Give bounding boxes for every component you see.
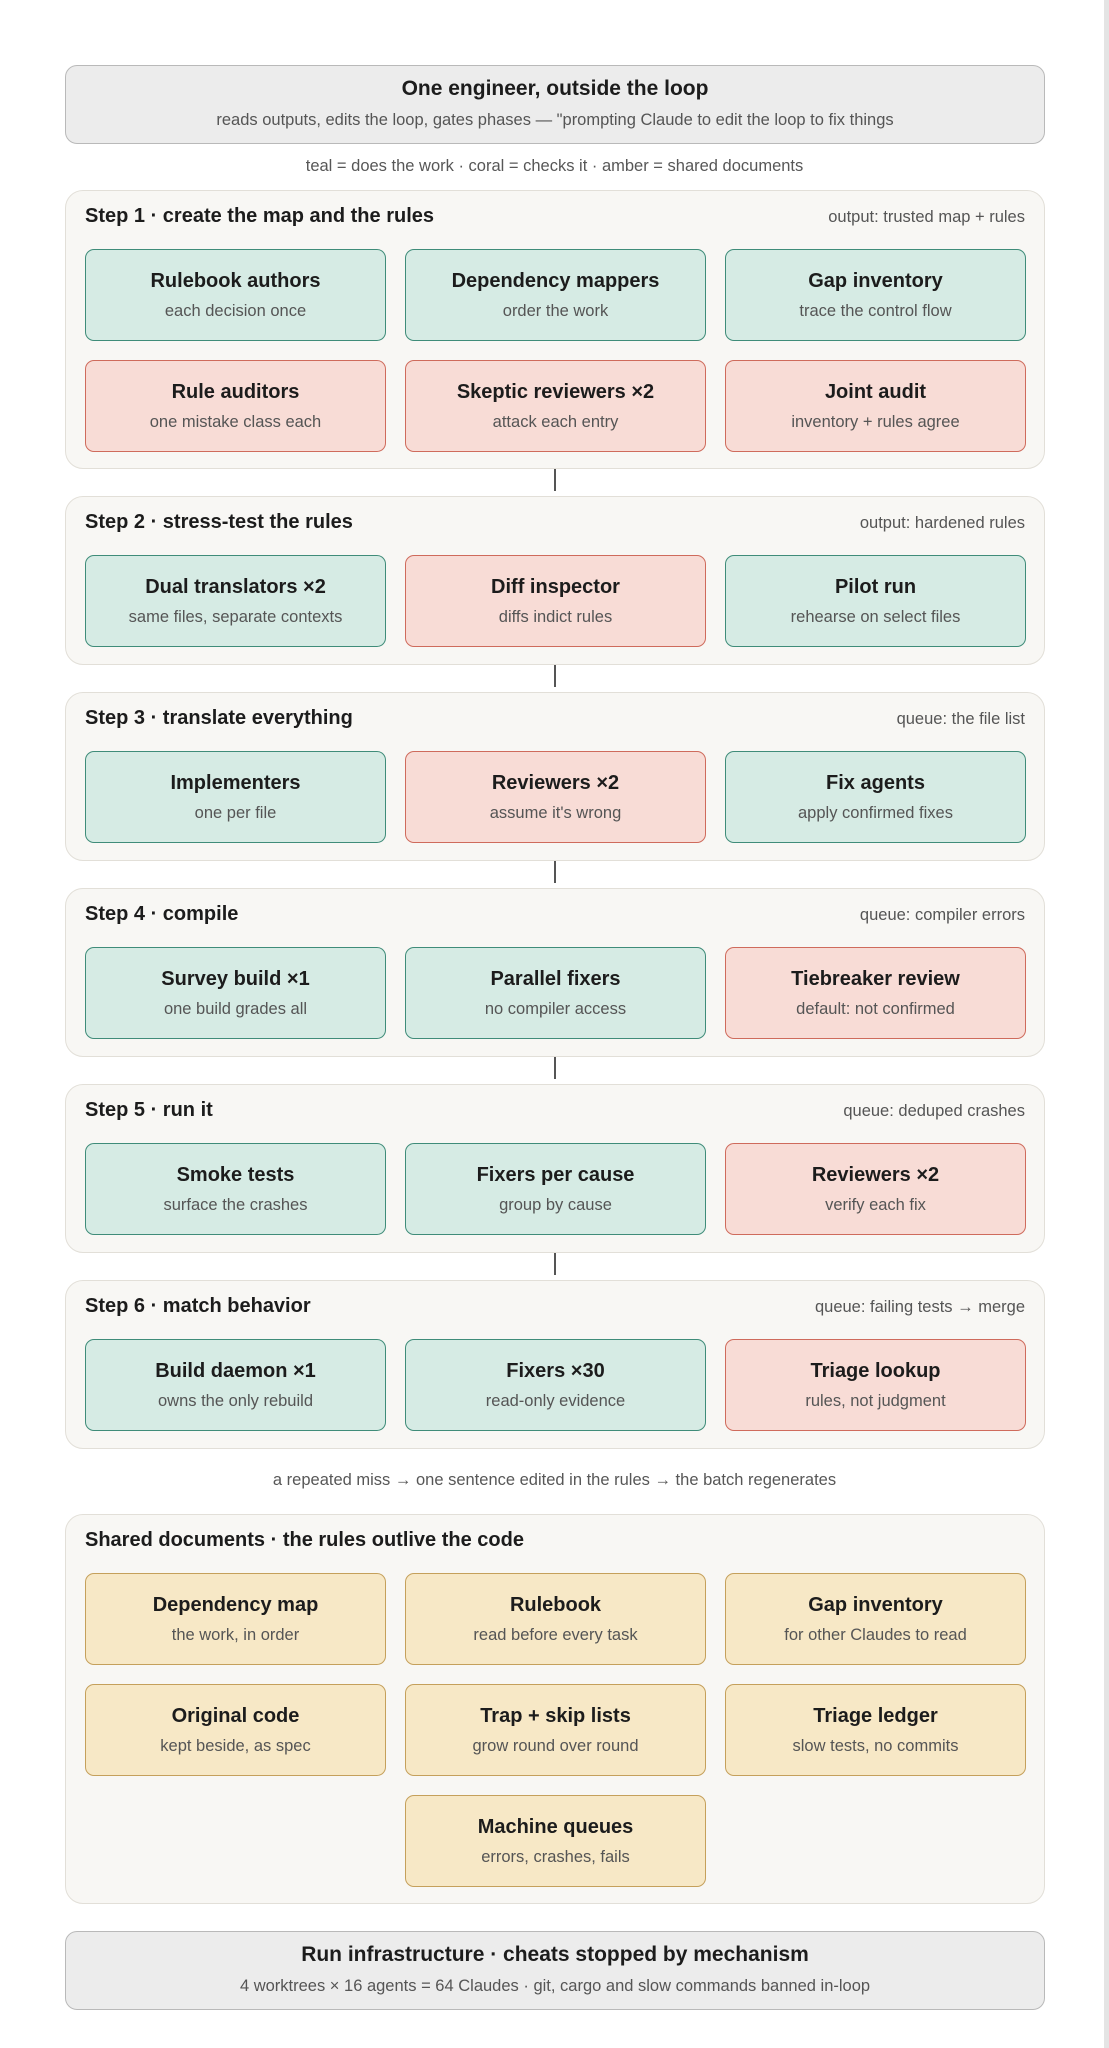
card-machine-queues — [405, 1795, 706, 1887]
card-fixers-per-cause — [405, 1143, 706, 1235]
step-6-panel — [65, 1280, 1045, 1449]
card-title: Gap inventory — [808, 269, 943, 292]
step-connector — [554, 1057, 556, 1079]
card-title: Rule auditors — [171, 380, 300, 403]
card-subtitle: each decision once — [164, 301, 307, 320]
card-subtitle: read before every task — [473, 1625, 638, 1644]
card-subtitle: errors, crashes, fails — [481, 1847, 630, 1866]
engineer-box — [65, 65, 1045, 144]
card-subtitle: one build grades all — [163, 999, 308, 1018]
step-4-title: Step 4 · compile — [85, 903, 239, 925]
card-title: Pilot run — [834, 575, 917, 598]
card-subtitle: one per file — [194, 803, 277, 822]
card-title: Build daemon ×1 — [155, 1359, 316, 1382]
card-reviewers-verify — [725, 1143, 1026, 1235]
card-triage-lookup — [725, 1339, 1026, 1431]
card-dependency-map — [85, 1573, 386, 1665]
step-4-queue: queue: compiler errors — [859, 906, 1025, 924]
card-survey-build — [85, 947, 386, 1039]
loop-feedback-note: a repeated miss → one sentence edited in the rules → the batch regenerates — [272, 1471, 837, 1489]
step-3-title: Step 3 · translate everything — [85, 707, 353, 729]
card-subtitle: verify each fix — [825, 1195, 926, 1214]
card-rulebook — [405, 1573, 706, 1665]
card-pilot-run — [725, 555, 1026, 647]
step-2-output: output: hardened rules — [859, 514, 1025, 532]
step-6-queue: queue: failing tests → merge — [814, 1298, 1025, 1316]
card-title: Dual translators ×2 — [145, 575, 326, 598]
card-title: Skeptic reviewers ×2 — [456, 380, 655, 403]
card-title: Rulebook authors — [150, 269, 321, 292]
card-subtitle: surface the crashes — [163, 1195, 308, 1214]
card-gap-inventory — [725, 249, 1026, 341]
step-connector — [554, 469, 556, 491]
card-parallel-fixers — [405, 947, 706, 1039]
card-tiebreaker-review — [725, 947, 1026, 1039]
page-scrollbar[interactable] — [1104, 0, 1109, 2048]
card-subtitle: rules, not judgment — [805, 1391, 946, 1410]
run-infrastructure-title: Run infrastructure · cheats stopped by mechanism — [301, 1943, 809, 1966]
card-title: Dependency mappers — [451, 269, 660, 292]
engineer-subtitle: reads outputs, edits the loop, gates phases — "prompting Claude to edit the loop to fix things — [216, 111, 894, 129]
card-title: Machine queues — [477, 1815, 634, 1838]
step-5-queue: queue: deduped crashes — [843, 1102, 1025, 1120]
card-rulebook-authors — [85, 249, 386, 341]
card-subtitle: inventory + rules agree — [791, 412, 960, 431]
card-triage-ledger — [725, 1684, 1026, 1776]
card-subtitle: one mistake class each — [149, 412, 322, 431]
card-subtitle: assume it's wrong — [489, 803, 622, 822]
card-title: Rulebook — [509, 1593, 602, 1616]
card-dependency-mappers — [405, 249, 706, 341]
card-build-daemon — [85, 1339, 386, 1431]
card-fixers-30 — [405, 1339, 706, 1431]
shared-documents-panel — [65, 1514, 1045, 1904]
card-title: Dependency map — [152, 1593, 319, 1616]
card-title: Fixers per cause — [476, 1163, 635, 1186]
card-original-code — [85, 1684, 386, 1776]
card-subtitle: group by cause — [499, 1195, 612, 1214]
color-legend-note: teal = does the work · coral = checks it · amber = shared documents — [305, 157, 804, 175]
card-rule-auditors — [85, 360, 386, 452]
step-2-title: Step 2 · stress-test the rules — [85, 511, 353, 533]
card-subtitle: default: not confirmed — [796, 999, 955, 1018]
card-title: Triage lookup — [810, 1359, 941, 1382]
card-subtitle: slow tests, no commits — [792, 1736, 959, 1755]
card-subtitle: for other Claudes to read — [784, 1625, 967, 1644]
card-implementers — [85, 751, 386, 843]
card-title: Implementers — [170, 771, 301, 794]
step-3-queue: queue: the file list — [896, 710, 1025, 728]
card-subtitle: rehearse on select files — [790, 607, 961, 626]
card-dual-translators — [85, 555, 386, 647]
card-title: Fix agents — [826, 771, 925, 794]
step-3-panel — [65, 692, 1045, 861]
card-smoke-tests — [85, 1143, 386, 1235]
card-fix-agents — [725, 751, 1026, 843]
card-reviewers — [405, 751, 706, 843]
card-title: Reviewers ×2 — [491, 771, 620, 794]
card-trap-skip-lists — [405, 1684, 706, 1776]
step-2-panel — [65, 496, 1045, 665]
step-6-title: Step 6 · match behavior — [85, 1295, 311, 1317]
step-5-title: Step 5 · run it — [85, 1099, 213, 1121]
card-title: Smoke tests — [176, 1163, 295, 1186]
step-connector — [554, 1253, 556, 1275]
card-title: Diff inspector — [491, 575, 620, 598]
card-title: Fixers ×30 — [506, 1359, 605, 1382]
card-subtitle: diffs indict rules — [498, 607, 613, 626]
card-title: Survey build ×1 — [161, 967, 310, 990]
card-subtitle: kept beside, as spec — [160, 1736, 311, 1755]
card-subtitle: order the work — [502, 301, 609, 320]
card-subtitle: apply confirmed fixes — [798, 803, 953, 822]
step-connector — [554, 665, 556, 687]
card-skeptic-reviewers — [405, 360, 706, 452]
card-subtitle: the work, in order — [171, 1625, 300, 1644]
step-1-panel — [65, 190, 1045, 469]
card-subtitle: owns the only rebuild — [157, 1391, 313, 1410]
run-infrastructure-subtitle: 4 worktrees × 16 agents = 64 Claudes · git, cargo and slow commands banned in-loop — [239, 1977, 871, 1995]
card-gap-inventory-doc — [725, 1573, 1026, 1665]
step-connector — [554, 861, 556, 883]
shared-documents-title: Shared documents · the rules outlive the code — [85, 1529, 524, 1551]
step-1-title: Step 1 · create the map and the rules — [85, 205, 434, 227]
card-title: Gap inventory — [808, 1593, 943, 1616]
run-infrastructure-box — [65, 1931, 1045, 2010]
card-title: Reviewers ×2 — [811, 1163, 940, 1186]
card-subtitle: same files, separate contexts — [128, 607, 343, 626]
card-title: Tiebreaker review — [791, 967, 960, 990]
step-1-output: output: trusted map + rules — [828, 208, 1025, 226]
card-subtitle: trace the control flow — [799, 301, 952, 320]
step-4-panel — [65, 888, 1045, 1057]
card-title: Trap + skip lists — [480, 1704, 631, 1727]
card-title: Triage ledger — [813, 1704, 938, 1727]
card-diff-inspector — [405, 555, 706, 647]
step-5-panel — [65, 1084, 1045, 1253]
card-title: Original code — [171, 1704, 300, 1727]
card-title: Joint audit — [824, 380, 927, 403]
card-subtitle: no compiler access — [484, 999, 627, 1018]
card-subtitle: grow round over round — [472, 1736, 639, 1755]
card-joint-audit — [725, 360, 1026, 452]
card-title: Parallel fixers — [490, 967, 621, 990]
card-subtitle: read-only evidence — [485, 1391, 626, 1410]
engineer-title: One engineer, outside the loop — [401, 77, 709, 100]
card-subtitle: attack each entry — [492, 412, 619, 431]
